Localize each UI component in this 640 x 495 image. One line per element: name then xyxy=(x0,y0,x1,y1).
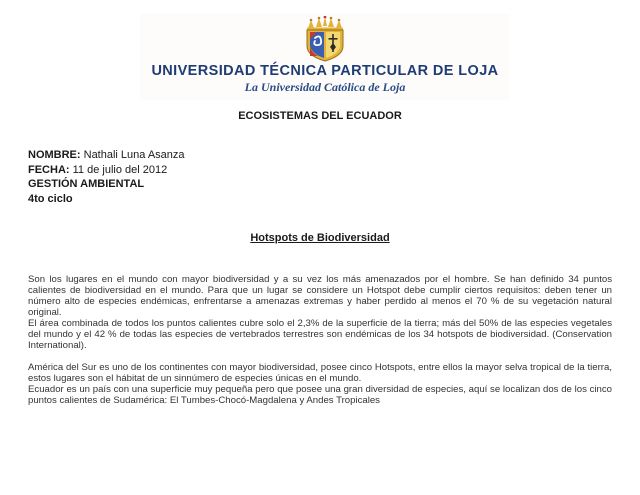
meta-name-line xyxy=(28,148,185,163)
meta-date-line xyxy=(28,163,185,178)
university-letterhead xyxy=(140,14,510,100)
cycle-label: 4to ciclo xyxy=(28,192,73,205)
date-value: 11 de julio del 2012 xyxy=(72,163,168,176)
crest-container xyxy=(140,14,510,62)
name-value: Nathali Luna Asanza xyxy=(83,149,185,161)
university-name: UNIVERSIDAD TÉCNICA PARTICULAR DE LOJA xyxy=(151,63,499,79)
university-crest-logo xyxy=(298,16,352,62)
paragraph-hotspots-definition: Son los lugares en el mundo con mayor biodiversidad y a su vez los más amenazados por el hombre. Se han definido 34 puntos calientes de biodiversidad en el mundo. Para que un lugar se considere un Hotspot debe cumplir ciertos requisitos: deben tener un número alto de especies endémicas, enfrentarse a amenazas extremas y haber perdido al menos el 70 % de su vegetación natural original. xyxy=(28,274,612,318)
name-label: NOMBRE: xyxy=(28,149,81,161)
body-text xyxy=(28,274,612,406)
course-name: GESTIÓN AMBIENTAL xyxy=(28,178,145,190)
paragraph-south-america: América del Sur es uno de los continentes con mayor biodiversidad, posee cinco Hotspots, entre ellos la mayor selva tropical de la tierra, estos lugares son el hábitat de un sinnúmero de especies únicas en el mundo. xyxy=(28,362,612,384)
section-title: Hotspots de Biodiversidad xyxy=(250,232,390,244)
crest-shield xyxy=(307,30,343,61)
paragraph-ecuador-hotspots: Ecuador es un país con una superficie muy pequeña pero que posee una gran diversidad de especies, aquí se localizan dos de los cinco puntos calientes de Sudamérica: El Tumbes-Chocó-Magdalena y Andes Tropicales xyxy=(28,384,612,406)
date-label: FECHA: xyxy=(28,163,70,176)
crest-crown xyxy=(307,16,343,30)
paragraph-hotspots-coverage: El área combinada de todos los puntos calientes cubre solo el 2,3% de la superficie de la tierra; más del 50% de las especies vegetales del mundo y el 42 % de todas las especies de vertebrados terrestres son endémicas de los 34 hotspots de biodiversidad. (Conservation International). xyxy=(28,318,612,351)
document-title: ECOSISTEMAS DEL ECUADOR xyxy=(238,110,402,122)
university-tagline: La Universidad Católica de Loja xyxy=(244,80,406,94)
meta-block xyxy=(28,148,185,206)
